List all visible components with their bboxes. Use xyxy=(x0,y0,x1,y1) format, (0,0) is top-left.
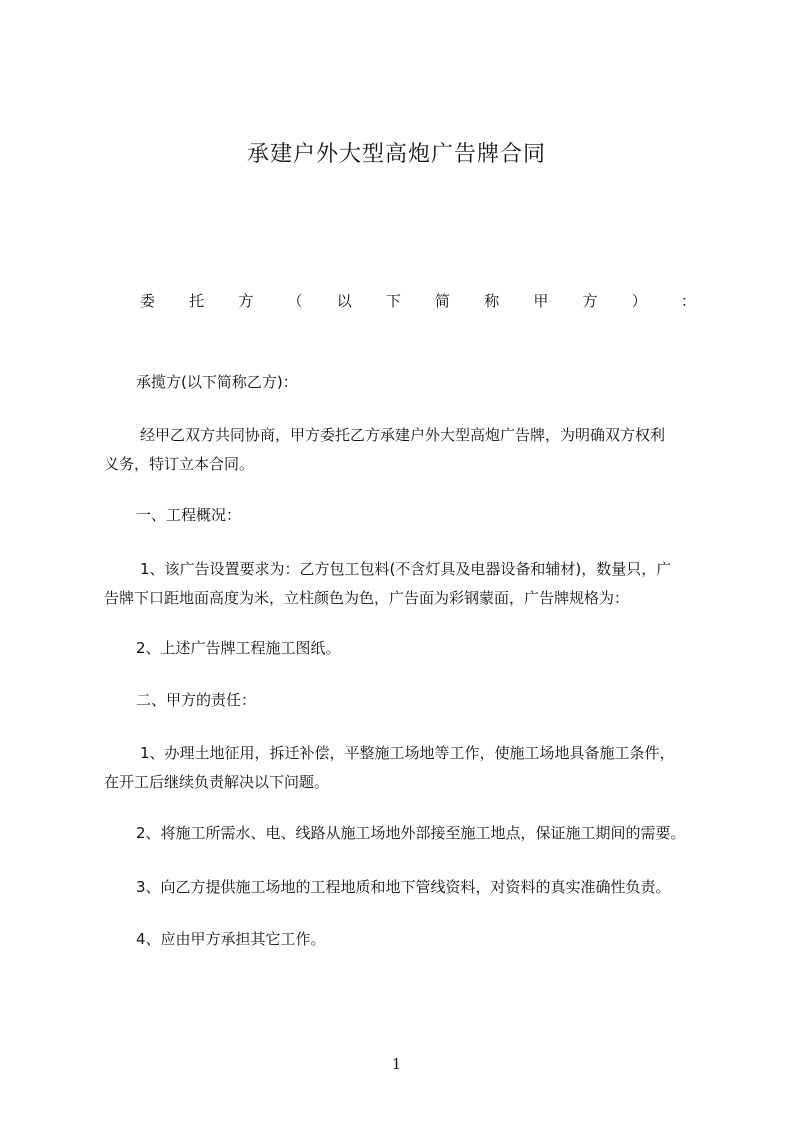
section-1-heading: 一、工程概况： xyxy=(136,506,242,524)
client-line-char: 称 xyxy=(484,292,500,310)
item-2-4: 4、应由甲方承担其它工作。 xyxy=(136,930,326,948)
document-title: 承建户外大型高炮广告牌合同 xyxy=(246,142,546,167)
page-number: 1 xyxy=(391,1055,402,1073)
contractor-line: 承揽方(以下简称乙方)： xyxy=(136,373,298,391)
item-1-1-line-1: 1、该广告设置要求为：乙方包工包料(不含灯具及电器设备和辅材)，数量只，广 xyxy=(140,560,672,578)
client-line-char: （ xyxy=(287,292,303,310)
client-line-char: 方 xyxy=(238,292,254,310)
client-line-char: 甲 xyxy=(533,292,549,310)
client-line xyxy=(140,290,696,312)
client-line-char: 托 xyxy=(189,292,205,310)
item-1-2: 2、上述广告牌工程施工图纸。 xyxy=(136,639,341,657)
item-2-2: 2、将施工所需水、电、线路从施工场地外部接至施工地点，保证施工期间的需要。 xyxy=(136,824,686,842)
client-line-char: 委 xyxy=(140,292,156,310)
intro-line-1: 经甲乙双方共同协商，甲方委托乙方承建户外大型高炮广告牌，为明确双方权利 xyxy=(140,426,666,444)
client-line-char: 以 xyxy=(336,292,352,310)
item-2-1-line-2: 在开工后继续负责解决以下问题。 xyxy=(104,773,330,791)
client-line-char: 下 xyxy=(385,292,401,310)
client-line-char: ： xyxy=(680,292,696,310)
client-line-char: 简 xyxy=(435,292,451,310)
section-2-heading: 二、甲方的责任： xyxy=(136,691,257,709)
intro-line-2: 义务，特订立本合同。 xyxy=(104,455,255,473)
item-2-1-line-1: 1、办理土地征用，拆迁补偿，平整施工场地等工作，使施工场地具备施工条件， xyxy=(140,744,675,762)
client-line-char: ） xyxy=(631,292,647,310)
item-1-1-line-2: 告牌下口距地面高度为米，立柱颜色为色，广告面为彩钢蒙面，广告牌规格为： xyxy=(104,589,630,607)
client-line-char: 方 xyxy=(582,292,598,310)
item-2-3: 3、向乙方提供施工场地的工程地质和地下管线资料，对资料的真实准确性负责。 xyxy=(136,878,671,896)
